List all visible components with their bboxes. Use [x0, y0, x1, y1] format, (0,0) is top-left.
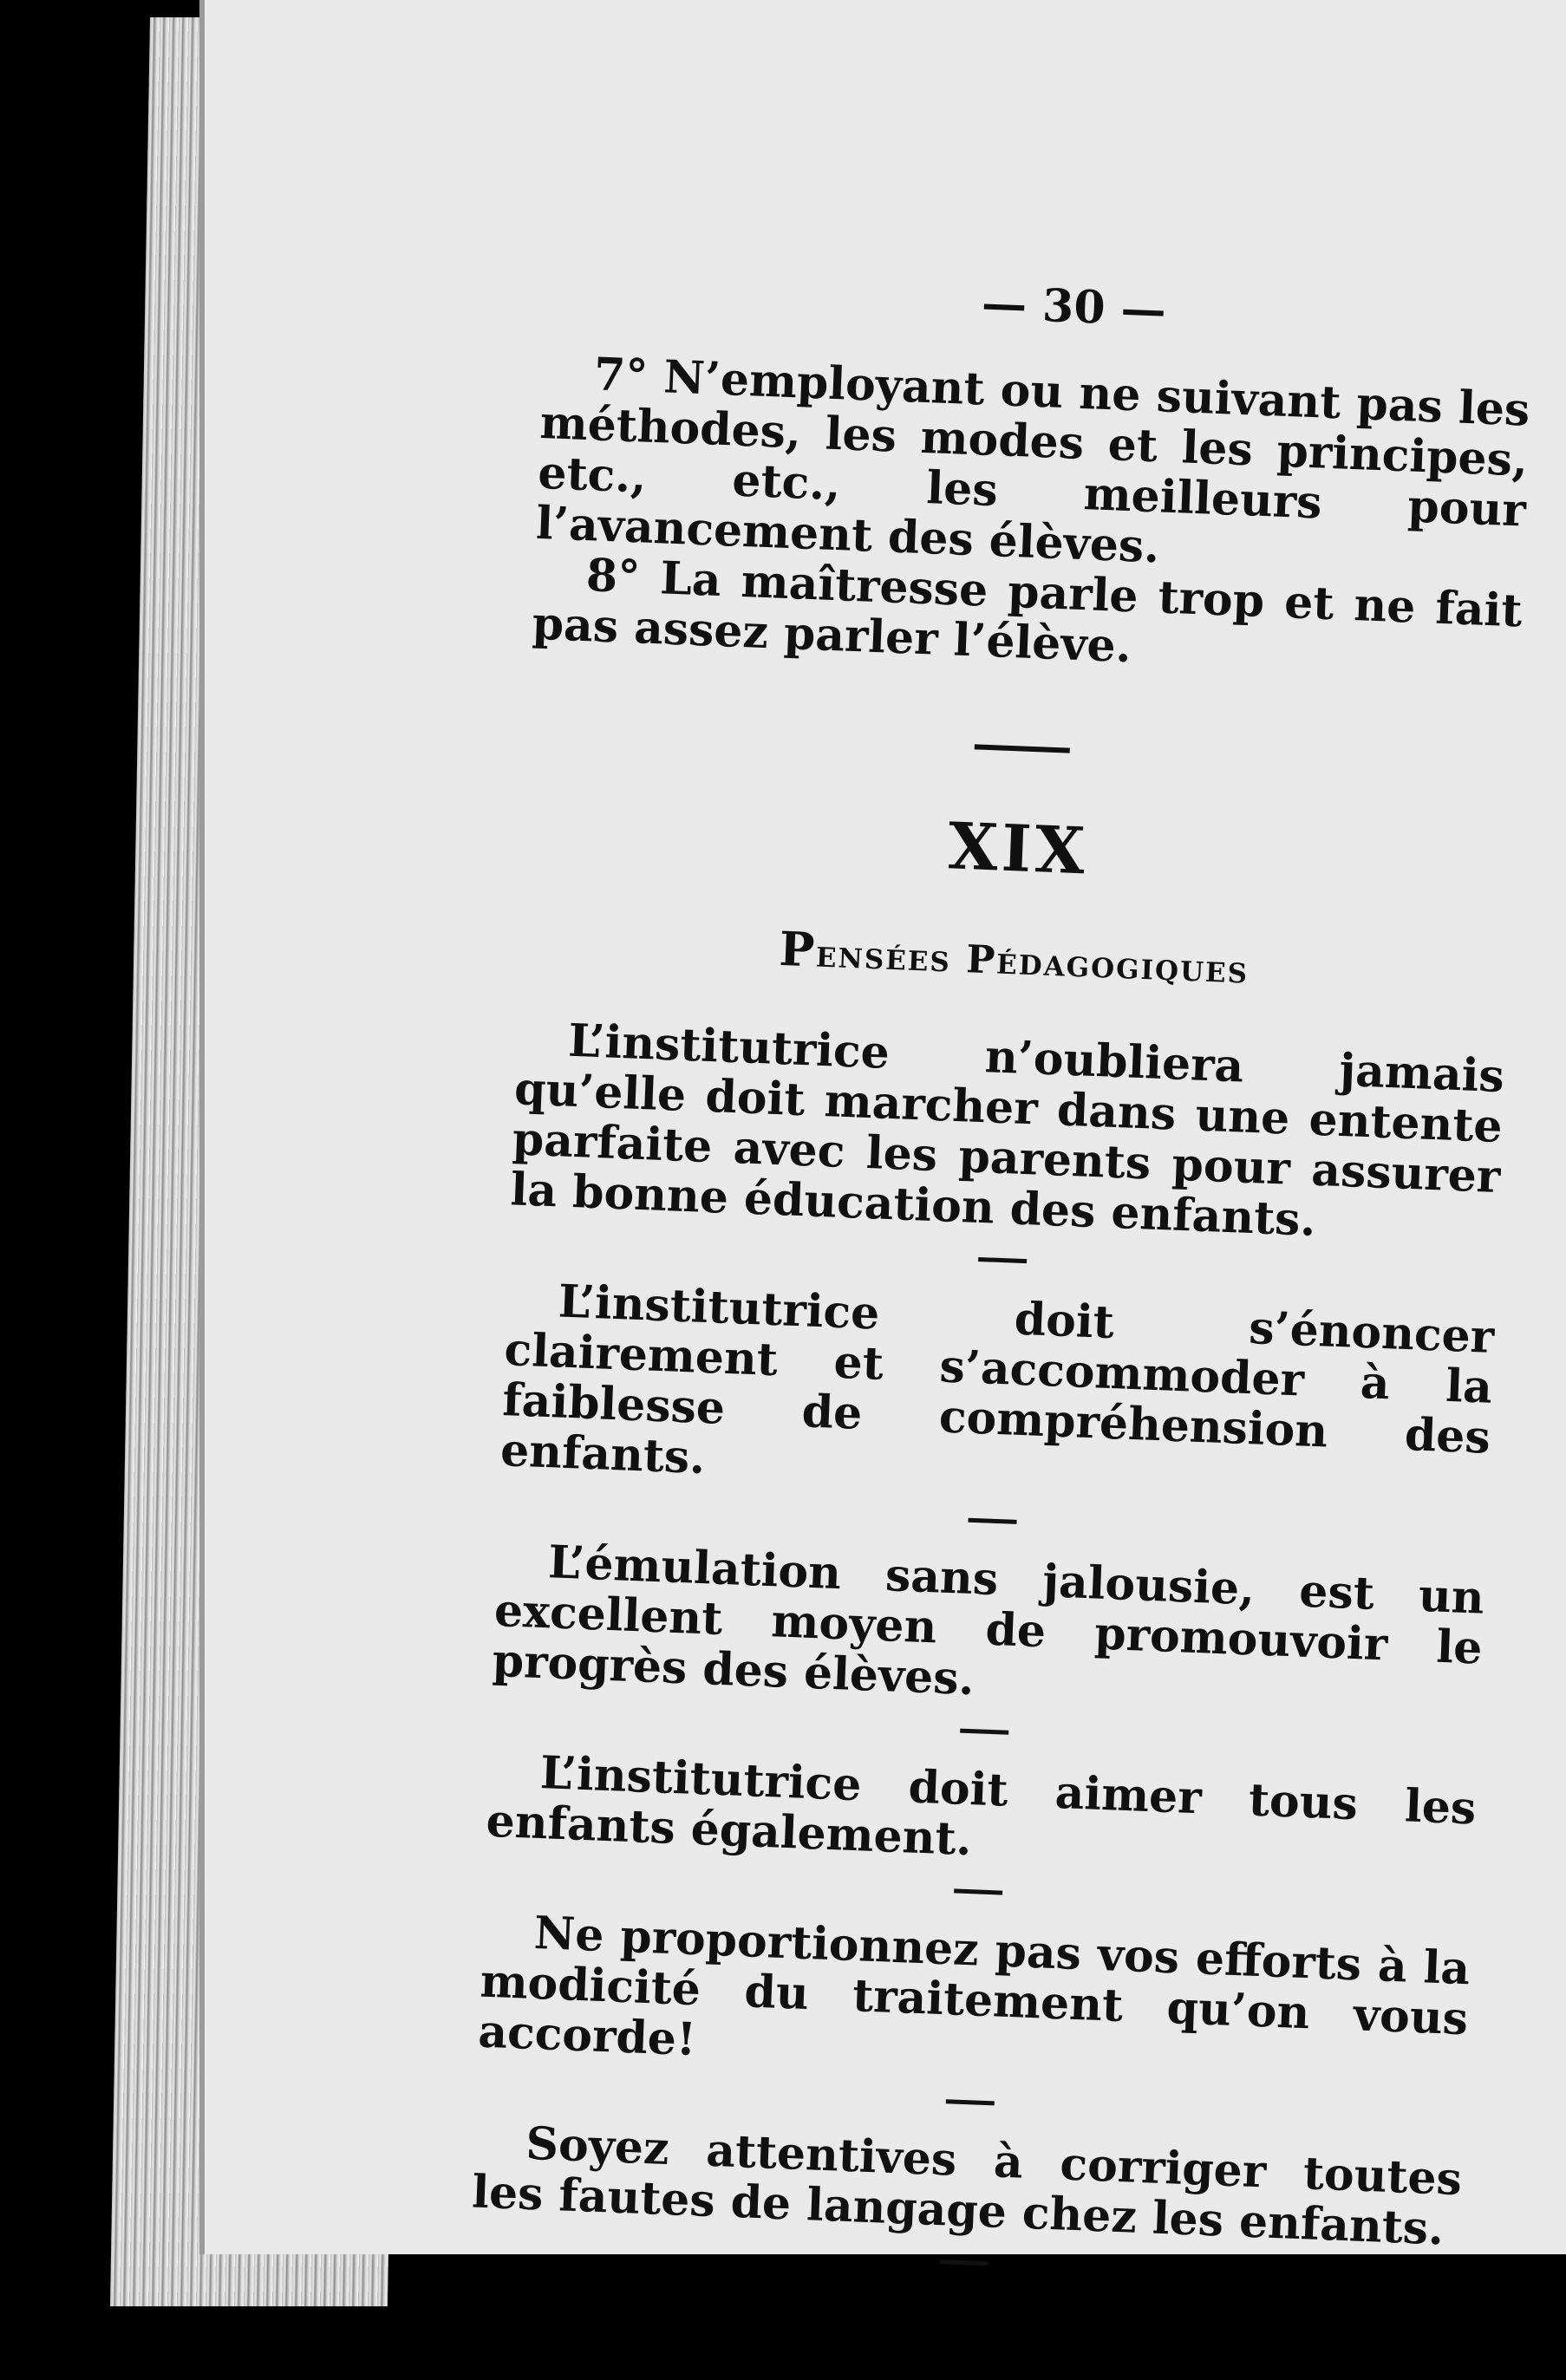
dash-separator — [954, 1888, 1002, 1894]
dash-separator — [968, 1518, 1016, 1524]
thought-paragraph: Ne proportionnez pas vos efforts à la modicité du traitement qu’on vous accorde! — [477, 1906, 1471, 2067]
paragraph-item-7: 7° N’employant ou ne suivant pas les méthodes, les modes et les principes, etc., etc., les meilleurs pour l’avancement des élèves. — [535, 348, 1531, 574]
page-number: — 30 — — [980, 277, 1167, 337]
thought-paragraph: L’institutrice n’oubliera jamais qu’elle doit marcher dans une entente parfaite avec les parents pour assurer la bonne éducation des enfants. — [509, 1014, 1505, 1247]
section-number: XIX — [946, 809, 1090, 890]
dash-separator — [978, 1257, 1027, 1263]
thought-paragraph: L’institutrice doit s’énoncer clairement et s’accommoder à la faiblesse de compréhension des enfants. — [499, 1275, 1496, 1485]
thought-paragraph: L’institutrice doit aimer tous les enfants également. — [485, 1746, 1478, 1867]
page-content — [469, 260, 1535, 2315]
dash-separator — [960, 1729, 1008, 1735]
section-divider — [975, 744, 1070, 753]
dash-separator — [940, 2259, 989, 2266]
dash-separator — [946, 2099, 995, 2105]
thought-paragraph: L’émulation sans jalousie, est un excellent moyen de promouvoir le progrès des élèves. — [491, 1536, 1485, 1706]
thought-paragraph: Soyez attentives à corriger toutes les fautes de langage chez les enfants. — [471, 2116, 1463, 2256]
section-title: Pensées Pédagogiques — [778, 920, 1250, 993]
paragraph-item-8: 8° La maîtresse parle trop et ne fait pas assez parler l’élève. — [531, 549, 1524, 674]
